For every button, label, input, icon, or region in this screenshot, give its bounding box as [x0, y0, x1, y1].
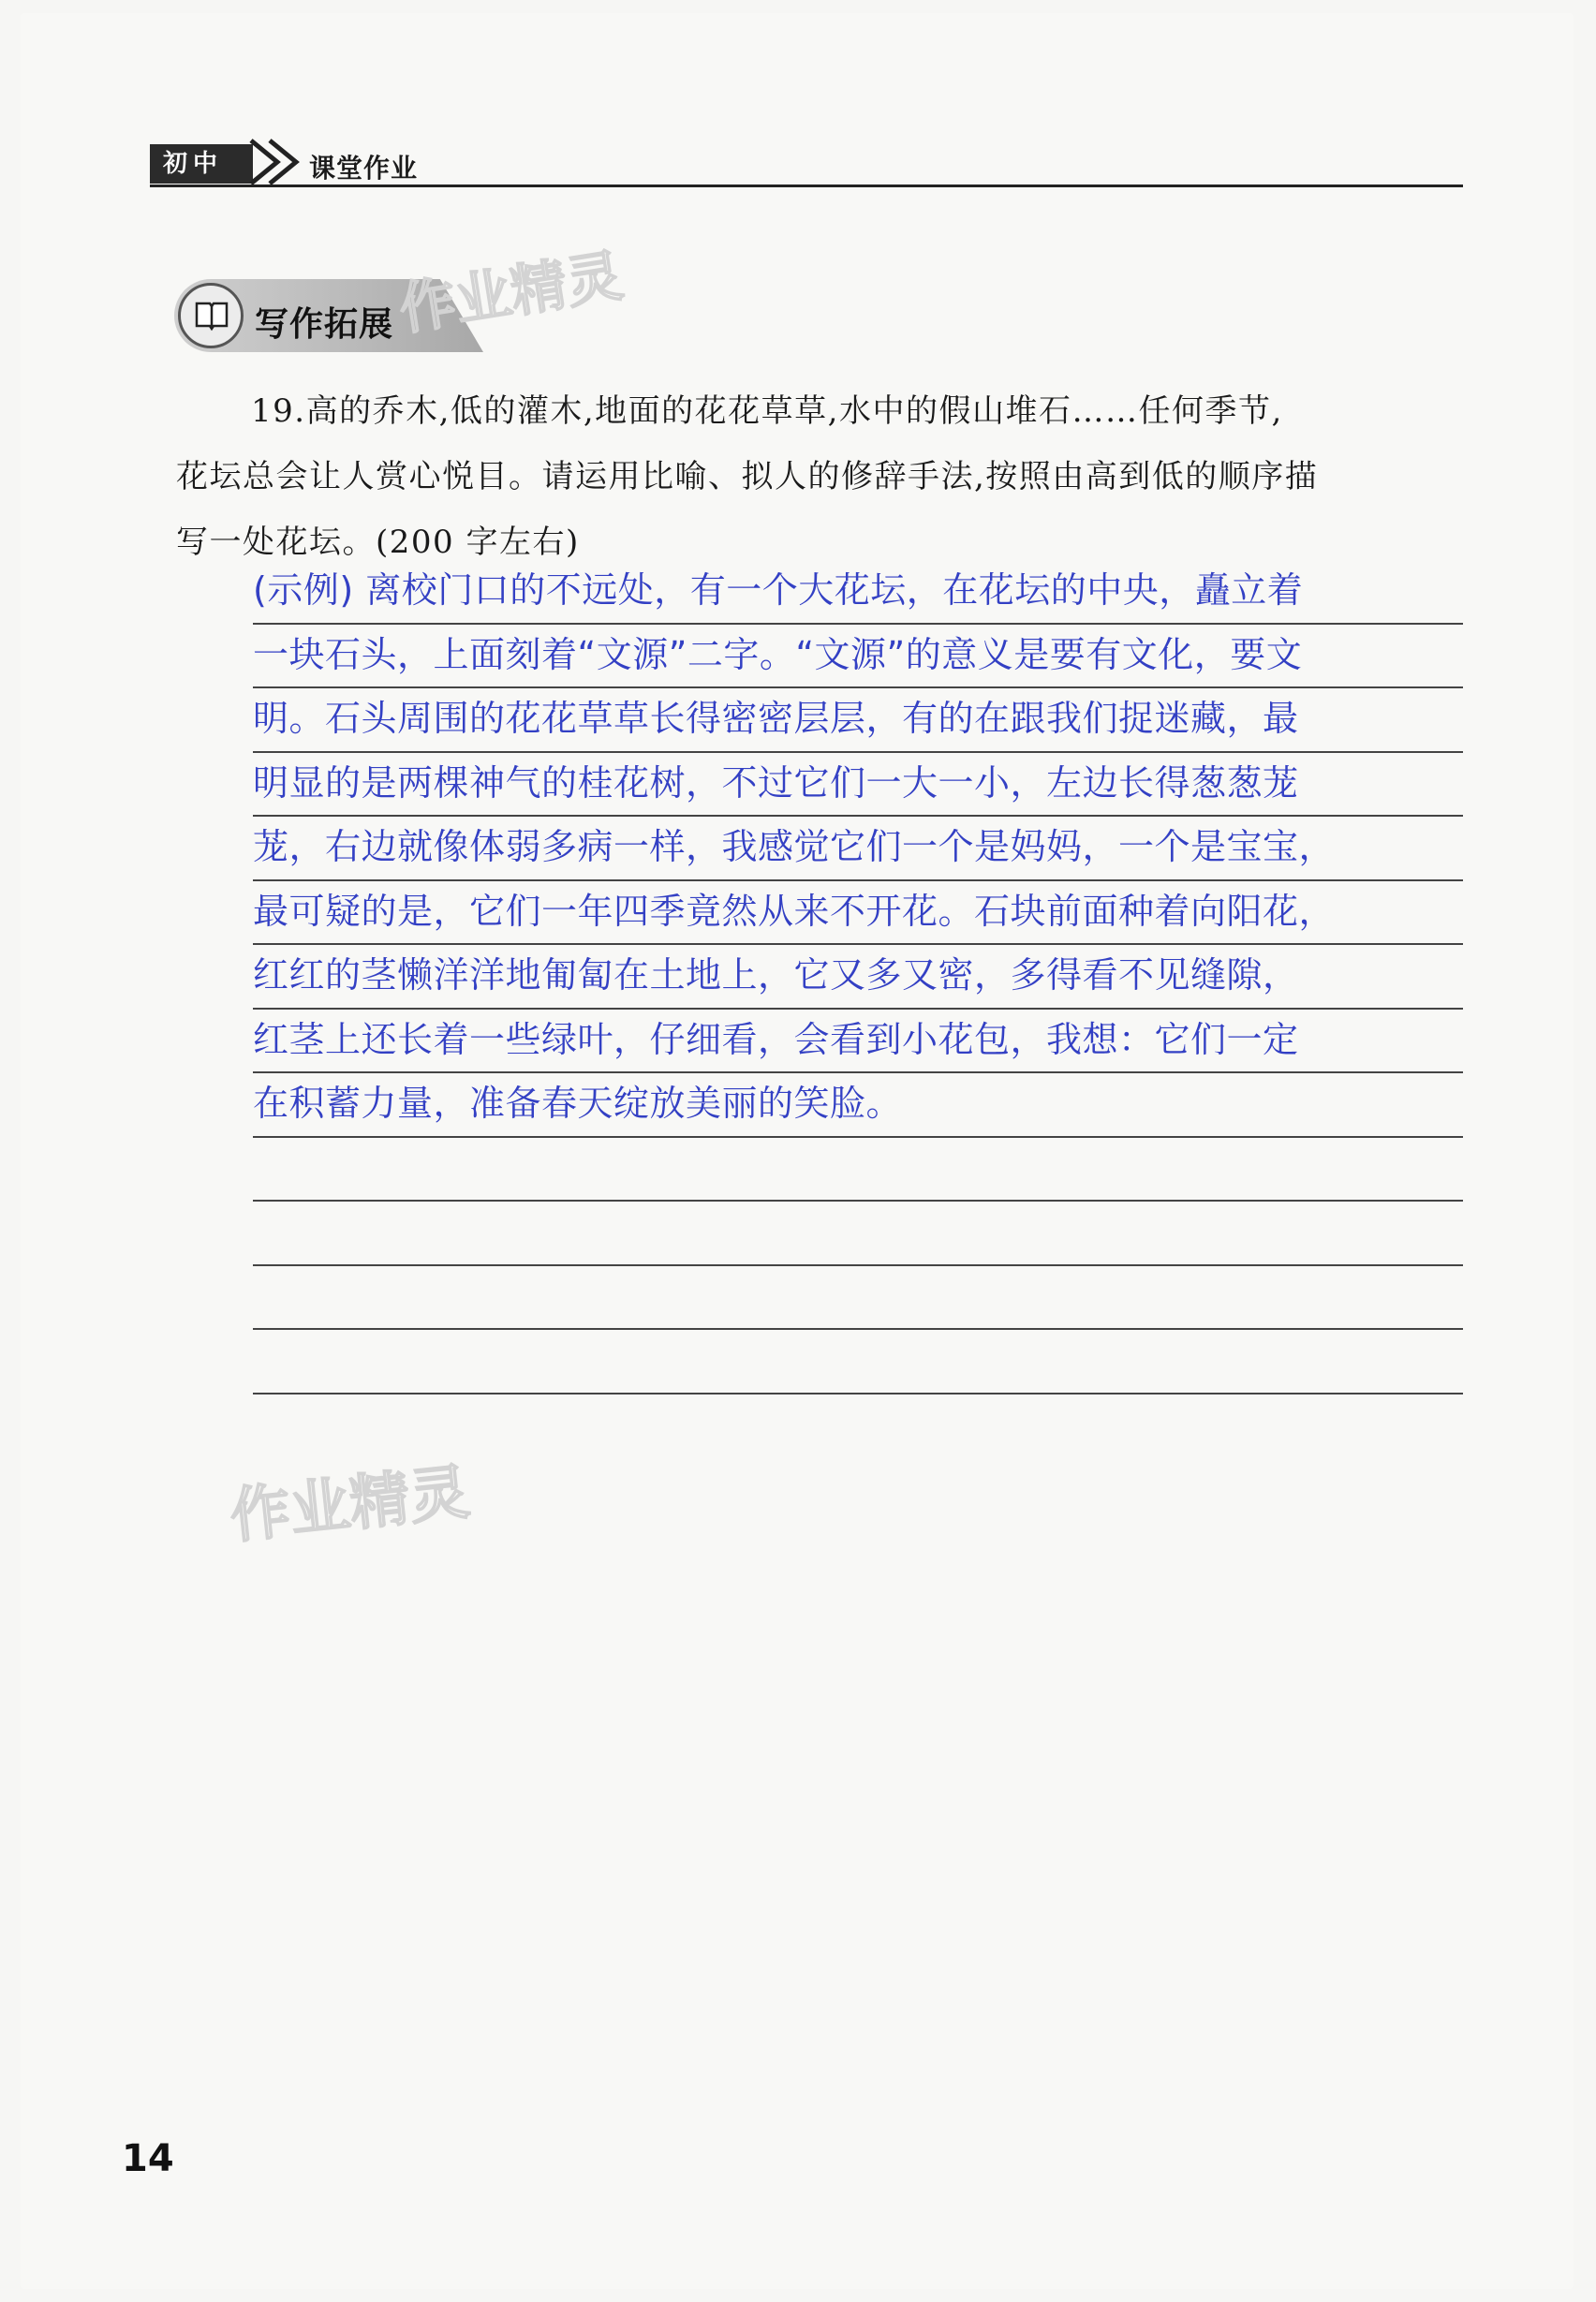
- answer-line: (示例) 离校门口的不远处，有一个大花坛，在花坛的中央，矗立着: [253, 560, 1463, 625]
- book-title: 课堂作业: [309, 153, 419, 184]
- page-header: [150, 140, 1463, 185]
- question-line: 写一处花坛。(200 字左右): [176, 524, 580, 561]
- answer-line-blank: [253, 1138, 1463, 1203]
- answer-line: 在积蓄力量，准备春天绽放美丽的笑脸。: [253, 1073, 1463, 1138]
- double-chevron-icon: [244, 137, 309, 187]
- answer-line-blank: [253, 1266, 1463, 1331]
- section-title: 写作拓展: [255, 304, 394, 344]
- answer-area[interactable]: [253, 560, 1463, 1394]
- question-text: [176, 378, 1469, 575]
- watermark: 作业精灵: [227, 1457, 473, 1553]
- answer-line: 红茎上还长着一些绿叶，仔细看，会看到小花包，我想：它们一定: [253, 1010, 1463, 1074]
- answer-line: 明显的是两棵神气的桂花树，不过它们一大一小，左边长得葱葱茏: [253, 753, 1463, 818]
- grade-tab: 初中: [150, 144, 253, 184]
- answer-line: 明。石头周围的花花草草长得密密层层，有的在跟我们捉迷藏，最: [253, 688, 1463, 753]
- answer-line: 茏，右边就像体弱多病一样，我感觉它们一个是妈妈，一个是宝宝，: [253, 817, 1463, 881]
- question-line: 花坛总会让人赏心悦目。请运用比喻、拟人的修辞手法,按照由高到低的顺序描: [176, 458, 1319, 495]
- watermark: 作业精灵: [394, 243, 628, 344]
- answer-line: 红红的茎懒洋洋地匍匐在土地上，它又多又密，多得看不见缝隙，: [253, 945, 1463, 1010]
- answer-line: 最可疑的是，它们一年四季竟然从来不开花。石块前面种着向阳花，: [253, 881, 1463, 946]
- header-divider: [150, 184, 1463, 187]
- open-book-icon: [194, 298, 229, 332]
- question-line: 19.高的乔木,低的灌木,地面的花花草草,水中的假山堆石……任何季节,: [251, 392, 1283, 430]
- page-number: 14: [122, 2137, 174, 2180]
- answer-line-blank: [253, 1330, 1463, 1394]
- answer-line-blank: [253, 1202, 1463, 1266]
- answer-line: 一块石头，上面刻着“文源”二字。“文源”的意义是要有文化，要文: [253, 625, 1463, 689]
